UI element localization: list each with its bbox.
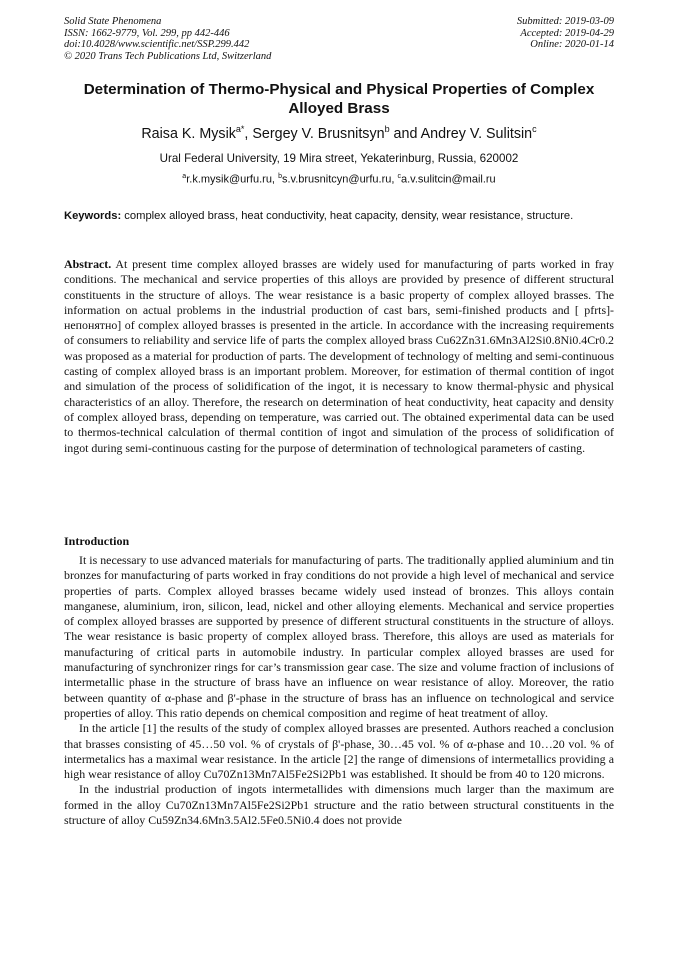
intro-paragraph-3: In the industrial production of ingots intermetallides with dimensions much larger than the maximum are formed in the alloy Cu70Zn13Mn7Al5Fe2Si2Pb1 structure and the ratio between structural constituents in the structure of alloy Cu59Zn34.6Mn3.5Al2.5Fe0.5Ni0.4 does not provide (64, 782, 614, 828)
doi-line: doi:10.4028/www.scientific.net/SSP.299.442 (64, 39, 250, 51)
submitted-date: Submitted: 2019-03-09 (516, 16, 614, 27)
introduction-body (64, 553, 614, 828)
copyright-line: © 2020 Trans Tech Publications Ltd, Switzerland (64, 50, 272, 62)
accepted-date: Accepted: 2019-04-29 (520, 27, 614, 39)
author-list (64, 124, 614, 142)
journal-name: Solid State Phenomena (64, 16, 162, 27)
submission-dates (517, 16, 614, 51)
abstract-label: Abstract. (64, 257, 112, 271)
email-list (64, 173, 614, 186)
intro-paragraph-1: It is necessary to use advanced materials for manufacturing of parts. The traditionally applied aluminium and tin bronzes for manufacturing of parts worked in fray conditions do not provide a high level of mechanical and service properties of parts. Complex alloyed brasses became widely used instead of bronzes. This alloys contain manganese, aluminium, iron, silicon, lead, nickel and other alloying elements. Mechanical and service properties of complex alloyed brasses are supported by presence of different structural constituents in the structure of alloys. The wear resistance is basic property of complex alloyed brass. Therefore, this alloys are used as materials for manufacturing of critical parts in automobile industry. In particular complex alloyed brasses are used for manufacturing of synchronizer rings for car’s transmission gear case. The size and volume fraction of inclusions of intermetallic phase in the structure of brass have an influence on wear resistance of alloy. Moreover, the ratio between quantity of α-phase and β'-phase in the structure of brass has an influence on technological and service properties of alloy. This ratio depends on chemical composition and regime of heat treatment of alloy. (64, 553, 614, 720)
online-date: Online: 2020-01-14 (530, 39, 614, 51)
email-c-marker: c (397, 173, 401, 180)
author-2: , Sergey V. Brusnitsyn (244, 125, 385, 142)
journal-info (64, 16, 271, 62)
email-b[interactable]: s.v.brusnitcyn@urfu.ru, (281, 173, 398, 186)
email-a-marker: a (182, 173, 187, 180)
abstract-block (64, 257, 614, 456)
paper-title: Determination of Thermo-Physical and Physical Properties of Complex Alloyed Brass (83, 81, 595, 117)
abstract-text: At present time complex alloyed brasses are widely used for manufacturing of parts worked in fray conditions. The mechanical and service properties of this alloys are provided by presence of different structural constituents in the structure of alloys. The wear resistance is a basic property of complex alloyed brasses. The information on actual problems in the industrial production of cast bars, semi-finished products and [ pfrts]-непонятно] of complex alloyed brasses is presented in the article. In accordance with the increasing requirements of consumers to reliability and service life of parts the complex alloyed brass Cu62Zn31.6Mn3Al2Si0.8Ni0.4Cr0.2 was proposed as a material for production of parts. The development of technology of melting and semi-continuous casting of complex alloyed brass is an important problem. Moreover, for estimation of thermal contition of ingot and simulation of the process of solidification of the ingot, it is necessary to know thermal-physic and physical characteristics of an alloy. Therefore, the research on determination of heat conductivity, heat capacity and density of complex alloyed brass, depending on temperature, was carried out. The obtained experimental data can be used to thermos-technical calculation of thermal contition of ingot and simulation of the process of solidification of ingot during semi-continuous casting for the purpose of determination of technological parameters of casting. (64, 257, 614, 455)
issn-line: ISSN: 1662-9779, Vol. 299, pp 442-446 (64, 27, 230, 39)
author-1-marker: a* (235, 124, 245, 134)
keywords-label: Keywords: (64, 210, 122, 222)
introduction-heading: Introduction (64, 534, 130, 548)
author-3-marker: c (532, 124, 537, 134)
email-b-marker: b (278, 173, 282, 180)
email-a[interactable]: r.k.mysik@urfu.ru, (186, 173, 279, 186)
affiliation: Ural Federal University, 19 Mira street, Yekaterinburg, Russia, 620002 (159, 152, 519, 165)
author-3: and Andrey V. Sulitsin (389, 125, 533, 142)
intro-paragraph-2: In the article [1] the results of the study of complex alloyed brasses are presented. Authors reached a conclusion that brasses consisting of 45…50 vol. % of crystals of β'-phase, 30…45 vol. % of α-phase and 10…20 vol. % of intermetalics has a maximal wear resistance. In the article [2] the range of dimensions of intermetallics providing a high wear resistance of alloy Cu70Zn13Mn7Al5Fe2Si2Pb1 was established. It should be from 40 to 120 microns. (64, 721, 614, 782)
author-1: Raisa K. Mysik (141, 125, 236, 142)
keywords-text: complex alloyed brass, heat conductivity, heat capacity, density, wear resistance, structure. (121, 210, 574, 222)
keywords-block (64, 209, 614, 223)
email-c[interactable]: a.v.sulitcin@mail.ru (400, 173, 496, 186)
author-2-marker: b (384, 124, 390, 134)
